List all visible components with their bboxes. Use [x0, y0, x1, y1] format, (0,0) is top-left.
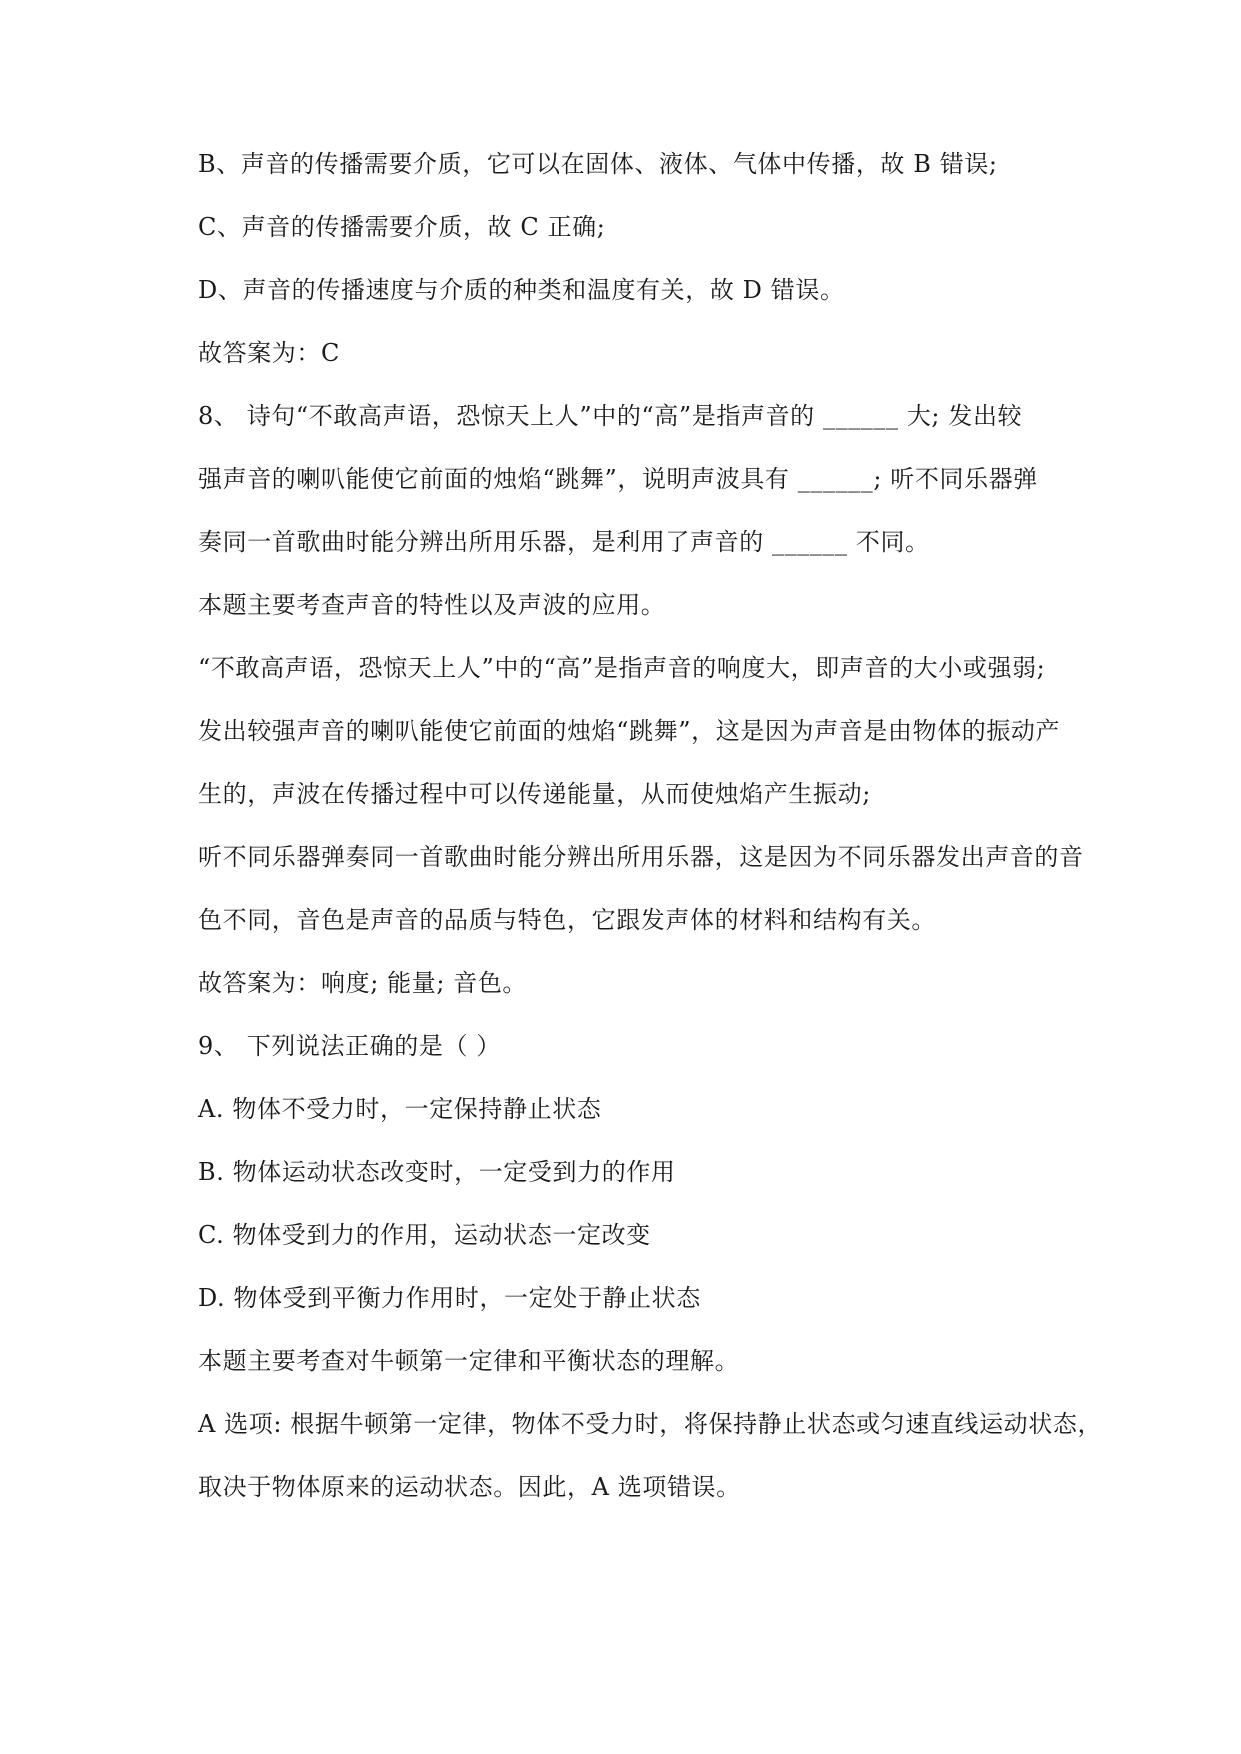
- answer-line: 故答案为：C: [198, 339, 340, 367]
- text-line: 本题主要考查声音的特性以及声波的应用。: [198, 591, 666, 619]
- question-8-line: 强声音的喇叭能使它前面的烛焰“跳舞”，说明声波具有 ______; 听不同乐器弹: [198, 465, 1038, 493]
- text-line: A 选项: 根据牛顿第一定律，物体不受力时，将保持静止状态或匀速直线运动状态，: [198, 1410, 1103, 1438]
- text-line: 生的，声波在传播过程中可以传递能量，从而使烛焰产生振动;: [198, 780, 871, 808]
- question-8-line: 8、 诗句“不敢高声语，恐惊天上人”中的“高”是指声音的 ______ 大; 发出较: [198, 402, 1023, 430]
- text-line: C、声音的传播需要介质，故 C 正确;: [198, 213, 606, 241]
- question-8-line: 奏同一首歌曲时能分辨出所用乐器，是利用了声音的 ______ 不同。: [198, 528, 930, 556]
- option-c: C. 物体受到力的作用，运动状态一定改变: [198, 1221, 651, 1249]
- text-line: 听不同乐器弹奏同一首歌曲时能分辨出所用乐器，这是因为不同乐器发出声音的音: [198, 843, 1084, 871]
- text-line: 发出较强声音的喇叭能使它前面的烛焰“跳舞”，这是因为声音是由物体的振动产: [198, 717, 1061, 745]
- text-line: 色不同，音色是声音的品质与特色，它跟发声体的材料和结构有关。: [198, 906, 936, 934]
- text-line: D、声音的传播速度与介质的种类和温度有关，故 D 错误。: [198, 276, 845, 304]
- text-line: 本题主要考查对牛顿第一定律和平衡状态的理解。: [198, 1347, 740, 1375]
- option-b: B. 物体运动状态改变时，一定受到力的作用: [198, 1158, 676, 1186]
- answer-line: 故答案为：响度; 能量; 音色。: [198, 969, 528, 997]
- text-line: B、声音的传播需要介质，它可以在固体、液体、气体中传播，故 B 错误;: [198, 150, 998, 178]
- text-line: “不敢高声语，恐惊天上人”中的“高”是指声音的响度大，即声音的大小或强弱;: [198, 654, 1046, 682]
- text-line: 取决于物体原来的运动状态。因此，A 选项错误。: [198, 1473, 741, 1501]
- option-d: D. 物体受到平衡力作用时，一定处于静止状态: [198, 1284, 701, 1312]
- option-a: A. 物体不受力时，一定保持静止状态: [198, 1095, 602, 1123]
- question-9-line: 9、 下列说法正确的是（ ）: [198, 1032, 501, 1060]
